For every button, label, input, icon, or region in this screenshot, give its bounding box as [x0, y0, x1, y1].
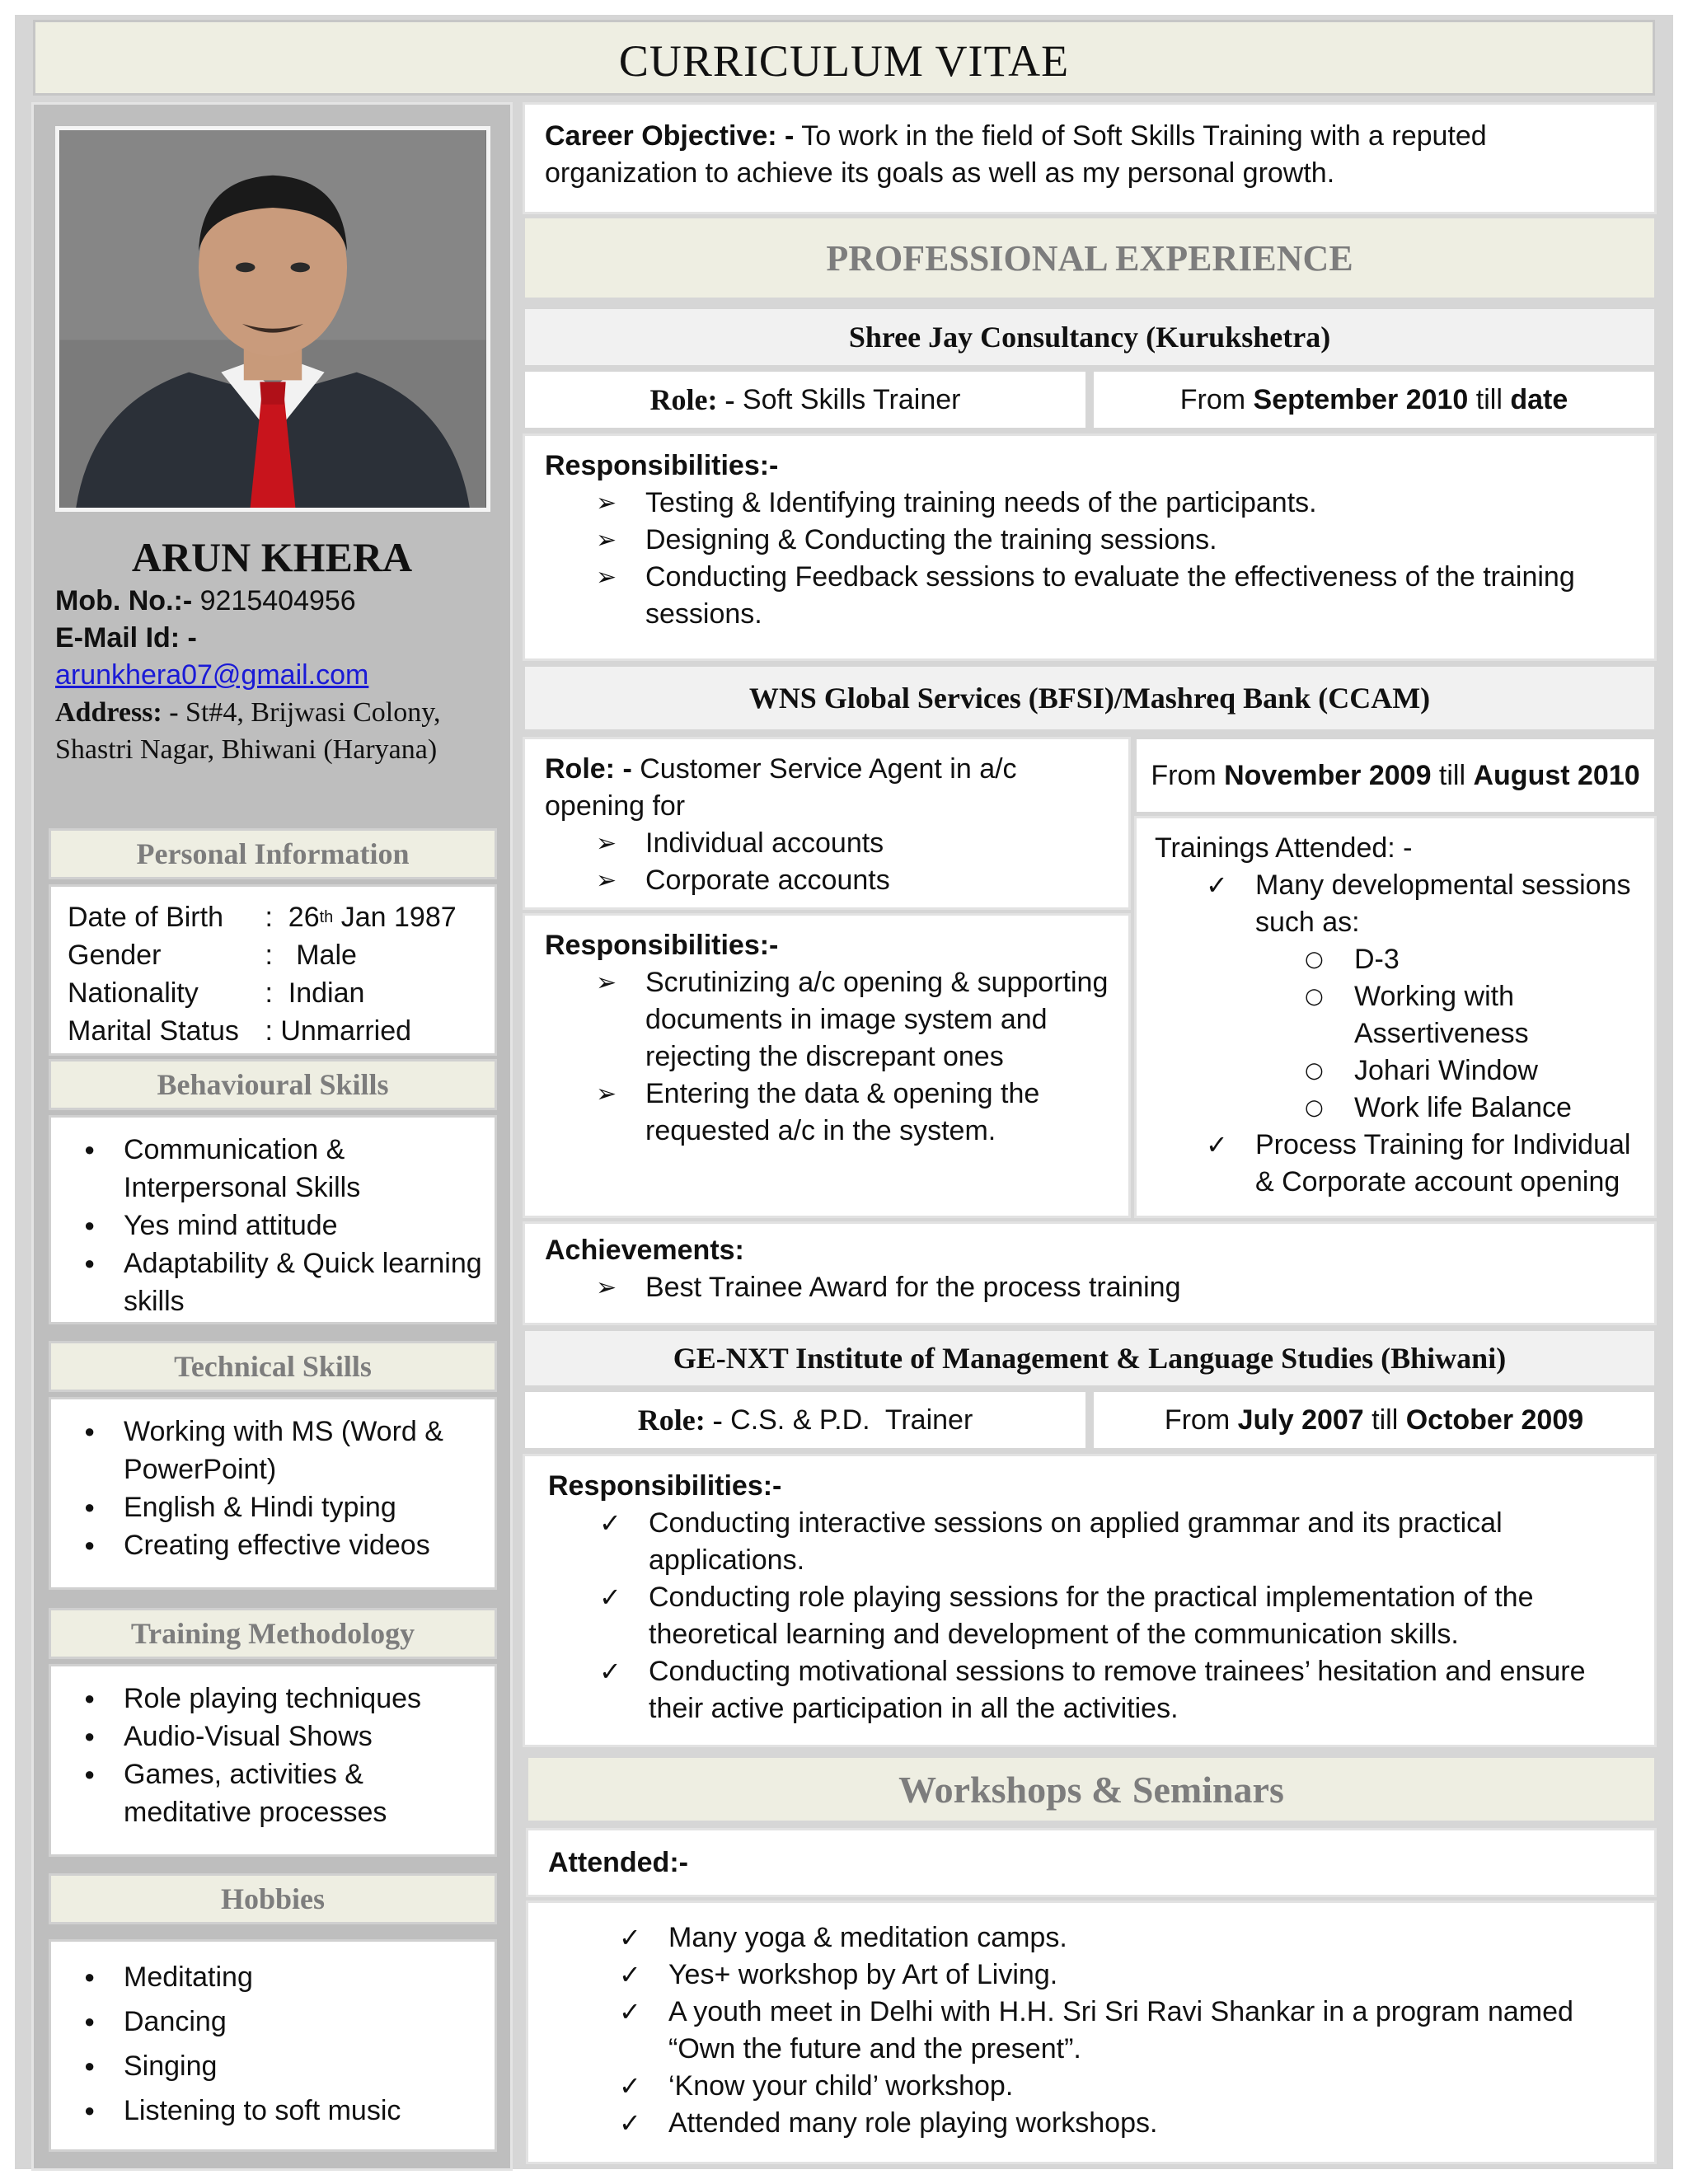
list-item: ➢ Entering the data & opening the requested a/c in the system.	[596, 1076, 1109, 1150]
job-3-end: October 2009	[1405, 1404, 1584, 1436]
job-1-resp-label: Responsibilities:-	[545, 450, 779, 481]
list-item: ✓ Conducting role playing sessions for the practical implementation of the theoretical learning and development of the communication skills.	[599, 1579, 1631, 1653]
training-methodology-heading: Training Methodology	[49, 1608, 497, 1659]
list-item: ● English & Hindi typing	[84, 1488, 486, 1526]
nationality-sep: :	[257, 977, 288, 1009]
list-item: ○ Work life Balance	[1305, 1090, 1636, 1127]
job-2-start: November 2009	[1224, 759, 1432, 791]
job-2-trainings-list	[1155, 867, 1636, 1201]
job-2-achievements-box	[523, 1221, 1657, 1325]
training-item-text: Many developmental sessions such as:	[1255, 869, 1631, 938]
list-item: ➢ Corporate accounts	[596, 862, 1109, 899]
address-line-2: Shastri Nagar, Bhiwani (Haryana)	[55, 734, 438, 765]
job-2-from: From	[1151, 759, 1225, 791]
list-item: ✓ A youth meet in Delhi with H.H. Sri Sri Ravi Shankar in a program named “Own the future and the present”.	[619, 1994, 1634, 2068]
dob-rest: Jan 1987	[333, 902, 457, 933]
job-2-resp-label: Responsibilities:-	[545, 930, 779, 961]
job-2-trainings-box	[1134, 816, 1657, 1218]
address-part-1: St#4, Brijwasi Colony,	[178, 697, 441, 728]
list-item: ○ Johari Window	[1305, 1052, 1636, 1090]
training-methodology-box	[49, 1664, 497, 1857]
job-1-resp-list	[545, 485, 1634, 633]
job-2-role-label: Role: -	[545, 753, 632, 785]
job-1-end: date	[1510, 383, 1568, 415]
marital-key: Marital Status	[68, 1015, 239, 1047]
list-item: ✓ Yes+ workshop by Art of Living.	[619, 1957, 1634, 1994]
hobbies-heading: Hobbies	[49, 1873, 497, 1924]
personal-info-box	[49, 884, 497, 1056]
hobbies-box	[49, 1939, 497, 2152]
job-2-ach-list	[545, 1269, 1634, 1306]
list-item: ➢ Conducting Feedback sessions to evaluate the effectiveness of the training sessions.	[596, 559, 1634, 633]
job-3-resp-list	[548, 1505, 1631, 1727]
career-objective-label: Career Objective: -	[545, 120, 795, 152]
job-1-period	[1091, 369, 1657, 430]
job-2-end: August 2010	[1473, 759, 1640, 791]
list-item: ○ D-3	[1305, 941, 1636, 978]
list-item: ➢ Scrutinizing a/c opening & supporting documents in image system and rejecting the discrepant ones	[596, 964, 1109, 1076]
address-label: Address: -	[55, 697, 179, 728]
mobile-line	[55, 583, 517, 620]
list-item: ● Role playing techniques	[84, 1680, 486, 1718]
job-3-start: July 2007	[1237, 1404, 1364, 1436]
job-3-role	[523, 1390, 1088, 1451]
job-2-resp-list	[545, 964, 1109, 1150]
list-item: ➢ Testing & Identifying training needs of the participants.	[596, 485, 1634, 522]
list-item: ✓ Conducting interactive sessions on applied grammar and its practical applications.	[599, 1505, 1631, 1579]
list-item: ✓ Attended many role playing workshops.	[619, 2105, 1634, 2142]
address-line-1	[55, 694, 517, 731]
list-item: ➢ Best Trainee Award for the process training	[596, 1269, 1634, 1306]
job-3-period	[1091, 1390, 1657, 1451]
list-item: ● Working with MS (Word & PowerPoint)	[84, 1413, 486, 1488]
dob-sep: :	[257, 902, 288, 933]
list-item	[1206, 867, 1636, 1127]
nationality-value: Indian	[288, 977, 365, 1009]
email-label: E-Mail Id: -	[55, 622, 197, 654]
personal-row-nationality	[68, 974, 478, 1012]
list-item: ✓ Process Training for Individual & Corporate account opening	[1206, 1127, 1636, 1201]
profile-photo	[55, 126, 490, 512]
email-link[interactable]: arunkhera07@gmail.com	[55, 659, 369, 691]
job-1-from: From	[1179, 383, 1254, 415]
workshops-list	[548, 1919, 1634, 2142]
job-3-from: From	[1164, 1404, 1238, 1436]
job-3-resp-label: Responsibilities:-	[548, 1470, 782, 1502]
workshops-list-box	[526, 1900, 1657, 2164]
list-item: ✓ ‘Know your child’ workshop.	[619, 2068, 1634, 2105]
job-3-company: GE-NXT Institute of Management & Language Studies (Bhiwani)	[523, 1329, 1657, 1388]
list-item: ● Listening to soft music	[84, 2088, 486, 2133]
list-item: ● Meditating	[84, 1955, 486, 1999]
professional-experience-heading: PROFESSIONAL EXPERIENCE	[523, 216, 1657, 300]
cv-title: CURRICULUM VITAE	[618, 36, 1070, 86]
job-2-trainings-label: Trainings Attended: -	[1155, 832, 1413, 864]
list-item: ● Adaptability & Quick learning skills	[84, 1244, 486, 1320]
list-item: ● Communication & Interpersonal Skills	[84, 1131, 486, 1207]
job-3-till: till	[1363, 1404, 1406, 1436]
job-2-ach-label: Achievements:	[545, 1235, 744, 1266]
job-2-responsibilities-box	[523, 913, 1131, 1218]
job-3-responsibilities-box	[523, 1454, 1657, 1747]
job-1-role-label: Role: -	[649, 383, 735, 416]
technical-skills-box	[49, 1397, 497, 1590]
list-item: ● Singing	[84, 2044, 486, 2088]
job-3-role-text: C.S. & P.D. Trainer	[722, 1404, 973, 1436]
behavioural-skills-heading: Behavioural Skills	[49, 1059, 497, 1110]
job-1-till: till	[1468, 383, 1511, 415]
list-item: ● Dancing	[84, 1999, 486, 2044]
gender-value: Male	[296, 940, 357, 971]
workshops-attended-bar	[526, 1828, 1657, 1897]
gender-key: Gender	[68, 940, 162, 971]
list-item: ✓ Conducting motivational sessions to remove trainees’ hesitation and ensure their active participation in all the activities.	[599, 1653, 1631, 1727]
personal-row-gender	[68, 936, 478, 974]
job-1-responsibilities-box	[523, 434, 1657, 661]
email-link-line	[55, 657, 517, 694]
job-1-role-text: Soft Skills Trainer	[734, 383, 961, 415]
list-item: ● Creating effective videos	[84, 1526, 486, 1564]
list-item: ➢ Designing & Conducting the training sessions.	[596, 522, 1634, 559]
email-line	[55, 620, 517, 657]
contact-details	[55, 583, 517, 768]
job-2-role-list	[545, 825, 1109, 899]
technical-skills-heading: Technical Skills	[49, 1341, 497, 1392]
personal-row-marital	[68, 1012, 478, 1050]
list-item: ○ Working with Assertiveness	[1305, 978, 1636, 1052]
workshops-heading: Workshops & Seminars	[526, 1755, 1657, 1823]
job-1-role	[523, 369, 1088, 430]
cv-title-bar	[33, 20, 1655, 96]
mobile-number: 9215404956	[192, 585, 356, 616]
job-2-company: WNS Global Services (BFSI)/Mashreq Bank (CCAM)	[523, 664, 1657, 732]
job-2-till: till	[1431, 759, 1474, 791]
personal-row-dob	[68, 898, 478, 936]
nationality-key: Nationality	[68, 977, 199, 1009]
dob-day: 26	[288, 902, 320, 933]
career-objective-text: To work in the field of Soft Skills Training with a reputed organization to achieve its goals as well as my personal growth.	[545, 120, 1487, 189]
training-methodology-list	[51, 1666, 495, 1840]
job-2-role-box	[523, 737, 1131, 910]
list-item: ● Games, activities & meditative processes	[84, 1755, 486, 1831]
list-item: ➢ Individual accounts	[596, 825, 1109, 862]
personal-info-heading: Personal Information	[49, 828, 497, 879]
list-item: ● Yes mind attitude	[84, 1207, 486, 1244]
job-2-role-text: Customer Service Agent in a/c opening for	[545, 753, 1017, 822]
career-objective-box	[523, 102, 1657, 214]
job-2-period	[1134, 737, 1657, 814]
behavioural-skills-box	[49, 1115, 497, 1324]
job-3-role-label: Role: -	[637, 1404, 723, 1436]
behavioural-skills-list	[51, 1118, 495, 1329]
list-item: ✓ Many yoga & meditation camps.	[619, 1919, 1634, 1957]
mobile-label: Mob. No.:-	[55, 585, 193, 616]
workshops-attended-label: Attended:-	[548, 1846, 688, 1878]
dob-suffix: th	[319, 908, 334, 926]
gender-sep: :	[257, 940, 297, 971]
dob-key: Date of Birth	[68, 902, 223, 933]
person-photo-icon	[59, 130, 486, 508]
job-1-company: Shree Jay Consultancy (Kurukshetra)	[523, 307, 1657, 368]
hobbies-list	[51, 1942, 495, 2141]
list-item: ● Audio-Visual Shows	[84, 1718, 486, 1755]
job-2-training-sublist	[1255, 941, 1636, 1127]
technical-skills-list	[51, 1399, 495, 1572]
candidate-name: ARUN KHERA	[131, 534, 413, 580]
left-sidebar	[31, 102, 513, 2171]
marital-sep: :	[257, 1015, 281, 1047]
job-1-start: September 2010	[1253, 383, 1469, 415]
marital-value: Unmarried	[280, 1015, 412, 1047]
